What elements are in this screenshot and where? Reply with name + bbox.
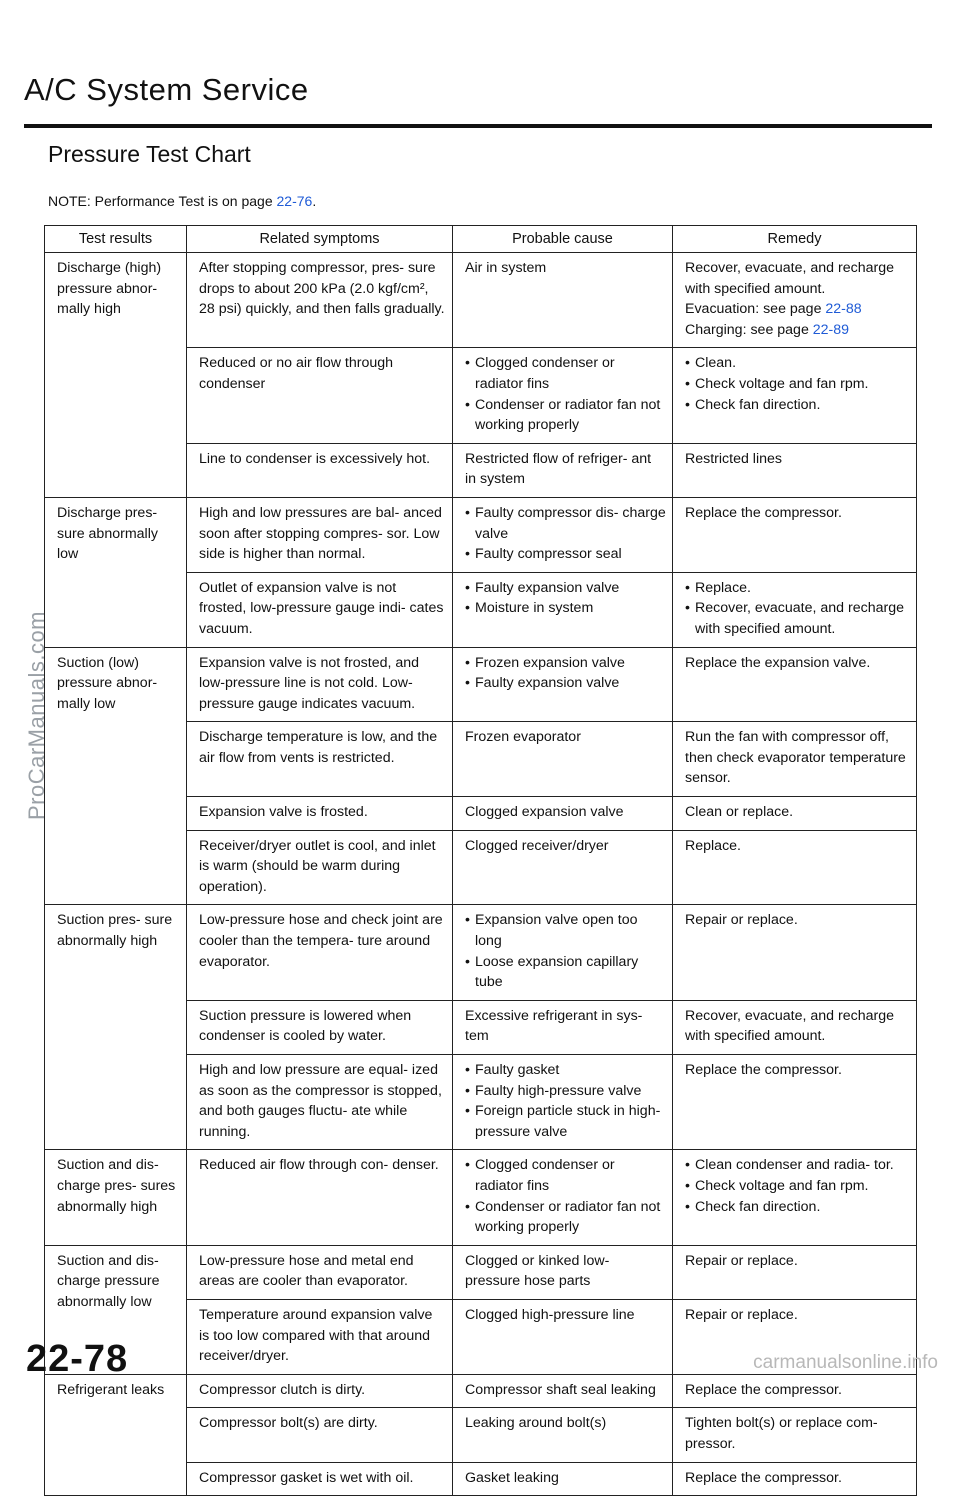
text-block [465,258,666,279]
text-line [685,1468,910,1489]
text-span: Evacuation: see page [685,301,826,318]
text-span: Clogged high-pressure line [465,1306,635,1323]
section-title: A/C System Service [24,72,309,107]
text-span: Clean or replace. [685,804,794,821]
symptom-cell: Reduced air flow through con- denser. [187,1150,453,1245]
cause-cell [453,1462,673,1496]
list-item: • Frozen expansion valve [465,653,666,674]
remedy-cell [673,1462,917,1496]
text-line [685,258,910,299]
bullet-list [465,1155,666,1237]
symptom-cell: Compressor bolt(s) are dirty. [187,1408,453,1462]
table-row [45,647,917,722]
text-block [685,653,910,674]
symptom-cell: Suction pressure is lowered when condenser is cooled by water. [187,1000,453,1054]
cause-cell [453,443,673,497]
symptom-cell: Line to condenser is excessively hot. [187,443,453,497]
symptom-cell: Low-pressure hose and check joint are cooler than the tempera- ture around evaporator. [187,905,453,1000]
bullet-list [685,578,910,640]
cause-cell [453,647,673,722]
text-line [685,503,910,524]
text-line [685,1305,910,1326]
text-line [465,727,666,748]
list-item: • Clogged condenser or radiator fins [465,1155,666,1196]
page-number: 22-78 [26,1338,129,1380]
note-text: NOTE: Performance Test is on page [48,193,277,209]
text-line [685,1380,910,1401]
text-line [685,1006,910,1047]
text-span: Compressor shaft seal leaking [465,1381,656,1398]
remedy-cell [673,1245,917,1299]
text-block [465,836,666,857]
watermark: ProCarManuals.com [24,610,49,820]
text-line [685,299,910,320]
remedy-cell [673,905,917,1000]
text-span: Replace the compressor. [685,1469,842,1486]
table-row [45,253,917,348]
test-result-cell: Suction (low) pressure abnor- mally low [45,647,187,905]
cause-cell [453,497,673,572]
footer-site: carmanualsonline.info [753,1352,938,1373]
text-span: Clogged receiver/dryer [465,837,609,854]
text-span: Repair or replace. [685,1252,798,1269]
text-span: Tighten bolt(s) or replace com- pressor. [685,1415,878,1452]
text-span: Air in system [465,260,547,277]
text-block [685,1468,910,1489]
text-block [685,727,910,789]
symptom-cell: Low-pressure hose and metal end areas are cooler than evaporator. [187,1245,453,1299]
cause-cell [453,1408,673,1462]
table-row [45,1150,917,1245]
bullet-list [465,353,666,435]
text-block [685,1251,910,1272]
text-block [465,1006,666,1047]
page-title: Pressure Test Chart [48,141,251,167]
text-span: Run the fan with compressor off, then check evaporator temperature sensor. [685,729,906,787]
symptom-cell: Outlet of expansion valve is not frosted, low-pressure gauge indi- cates vacuum. [187,572,453,647]
text-block [465,1413,666,1434]
bullet-list [465,1060,666,1142]
text-span: Replace the compressor. [685,504,842,521]
cause-cell [453,253,673,348]
test-result-cell: Suction and dis- charge pres- sures abnormally high [45,1150,187,1245]
symptom-cell: Expansion valve is frosted. [187,797,453,831]
text-block [685,1380,910,1401]
text-line [465,1380,666,1401]
text-block [465,1380,666,1401]
text-span: Replace the compressor. [685,1062,842,1079]
list-item: • Check fan direction. [685,395,910,416]
text-block [685,802,910,823]
text-block [465,1468,666,1489]
pressure-test-table [44,225,917,1496]
list-item: • Faulty compressor dis- charge valve [465,503,666,544]
list-item: • Replace. [685,578,910,599]
text-span: Replace the expansion valve. [685,654,871,671]
remedy-cell [673,1374,917,1408]
text-span: Recover, evacuate, and recharge with specified amount. [685,260,895,297]
remedy-cell [673,1055,917,1150]
text-span: Repair or replace. [685,912,798,929]
cause-cell [453,1374,673,1408]
text-line [685,727,910,789]
symptom-cell: Discharge temperature is low, and the air flow from vents is restricted. [187,722,453,797]
bullet-list [465,578,666,619]
cause-cell [453,1000,673,1054]
symptom-cell: Receiver/dryer outlet is cool, and inlet is warm (should be warm during operation). [187,830,453,905]
table-body [45,253,917,1496]
text-line [465,1251,666,1292]
symptom-cell: High and low pressure are equal- ized as soon as the compressor is stopped, and both gauges fluctu- ate while running. [187,1055,453,1150]
text-line [465,1468,666,1489]
text-line [685,449,910,470]
remedy-cell [673,443,917,497]
text-line [465,449,666,490]
text-line [685,910,910,931]
remedy-cell [673,348,917,443]
text-span: Replace. [685,837,741,854]
list-item: • Faulty gasket [465,1060,666,1081]
text-line [685,1413,910,1454]
text-block [685,1413,910,1454]
list-item: • Moisture in system [465,598,666,619]
cause-cell [453,572,673,647]
text-block [465,727,666,748]
text-line [465,1006,666,1047]
text-span: Leaking around bolt(s) [465,1415,607,1432]
list-item: • Check voltage and fan rpm. [685,1176,910,1197]
list-item: • Recover, evacuate, and recharge with specified amount. [685,598,910,639]
test-result-cell: Discharge (high) pressure abnor- mally high [45,253,187,498]
table-row [45,1245,917,1299]
symptom-cell: High and low pressures are bal- anced soon after stopping compres- sor. Low side is higher than normal. [187,497,453,572]
text-line [685,802,910,823]
table-header-row [45,226,917,253]
column-header: Remedy [673,226,917,253]
cause-cell [453,348,673,443]
text-block [685,1305,910,1326]
remedy-cell [673,830,917,905]
text-block [465,1305,666,1326]
cause-cell [453,905,673,1000]
remedy-cell [673,722,917,797]
text-line [685,1251,910,1272]
list-item: • Check voltage and fan rpm. [685,374,910,395]
list-item: • Faulty high-pressure valve [465,1081,666,1102]
text-line [465,802,666,823]
cause-cell [453,830,673,905]
cause-cell [453,1150,673,1245]
list-item: • Clogged condenser or radiator fins [465,353,666,394]
text-span: Frozen evaporator [465,729,581,746]
note [48,193,316,209]
remedy-cell [673,647,917,722]
bullet-list [465,503,666,565]
list-item: • Loose expansion capillary tube [465,952,666,993]
page-link[interactable]: 22-89 [812,321,850,338]
title-rule [24,124,932,128]
cause-cell [453,722,673,797]
text-block [685,1006,910,1047]
note-page-link[interactable]: 22-76 [276,193,313,209]
text-span: Restricted flow of refriger- ant in system [465,450,652,488]
test-result-cell: Refrigerant leaks [45,1374,187,1495]
list-item: • Faulty expansion valve [465,578,666,599]
text-line [465,258,666,279]
table-row [45,497,917,572]
text-line [685,653,910,674]
symptom-cell: Reduced or no air flow through condenser [187,348,453,443]
text-span: Replace the compressor. [685,1381,842,1398]
column-header: Probable cause [453,226,673,253]
bullet-list [685,353,910,415]
remedy-cell [673,797,917,831]
bullet-list [465,653,666,694]
remedy-cell [673,1408,917,1462]
text-span: Charging: see page [685,321,813,338]
text-block [685,449,910,470]
remedy-cell [673,572,917,647]
cause-cell [453,1055,673,1150]
symptom-cell: Expansion valve is not frosted, and low-pressure line is not cold. Low- pressure gauge indicates vacuum. [187,647,453,722]
text-line [465,1413,666,1434]
text-span: Recover, evacuate, and recharge with specified amount. [685,1007,895,1045]
test-result-cell: Discharge pres- sure abnormally low [45,497,187,647]
text-span: Clogged or kinked low- pressure hose parts [465,1252,610,1290]
list-item: • Faulty expansion valve [465,673,666,694]
list-item: • Expansion valve open too long [465,910,666,951]
remedy-cell [673,1000,917,1054]
remedy-cell [673,1150,917,1245]
cause-cell [453,797,673,831]
table-row [45,1374,917,1408]
list-item: • Clean. [685,353,910,374]
list-item: • Check fan direction. [685,1197,910,1218]
text-span: Repair or replace. [685,1306,798,1323]
list-item: • Faulty compressor seal [465,544,666,565]
bullet-list [685,1155,910,1217]
text-line [465,1305,666,1326]
text-line [685,836,910,857]
text-span: Clogged expansion valve [465,804,624,821]
text-block [685,910,910,931]
test-result-cell: Suction pres- sure abnormally high [45,905,187,1150]
symptom-cell: Compressor gasket is wet with oil. [187,1462,453,1496]
text-span: Restricted lines [685,450,782,467]
page-link[interactable]: 22-88 [825,301,862,318]
symptom-cell: After stopping compressor, pres- sure drops to about 200 kPa (2.0 kgf/cm², 28 psi) quickly, and then falls gradually. [187,253,453,348]
list-item: • Condenser or radiator fan not working properly [465,1197,666,1238]
remedy-cell [673,253,917,348]
text-block [465,802,666,823]
text-span: Gasket leaking [465,1469,559,1486]
text-block [465,449,666,490]
cause-cell [453,1299,673,1374]
test-result-cell: Suction and dis- charge pressure abnormally low [45,1245,187,1374]
list-item: • Clean condenser and radia- tor. [685,1155,910,1176]
bullet-list [465,910,666,992]
list-item: • Foreign particle stuck in high-pressure valve [465,1101,666,1142]
text-line [685,320,910,341]
text-line [465,836,666,857]
text-line [685,1060,910,1081]
text-block [685,1060,910,1081]
list-item: • Condenser or radiator fan not working properly [465,395,666,436]
column-header: Test results [45,226,187,253]
text-block [685,503,910,524]
text-span: Excessive refrigerant in sys- tem [465,1007,643,1045]
cause-cell [453,1245,673,1299]
table-row [45,905,917,1000]
symptom-cell: Compressor clutch is dirty. [187,1374,453,1408]
remedy-cell [673,497,917,572]
note-suffix: . [312,193,317,209]
text-block [685,258,910,340]
text-block [465,1251,666,1292]
symptom-cell: Temperature around expansion valve is too low compared with that around receiver/dryer. [187,1299,453,1374]
text-block [685,836,910,857]
column-header: Related symptoms [187,226,453,253]
